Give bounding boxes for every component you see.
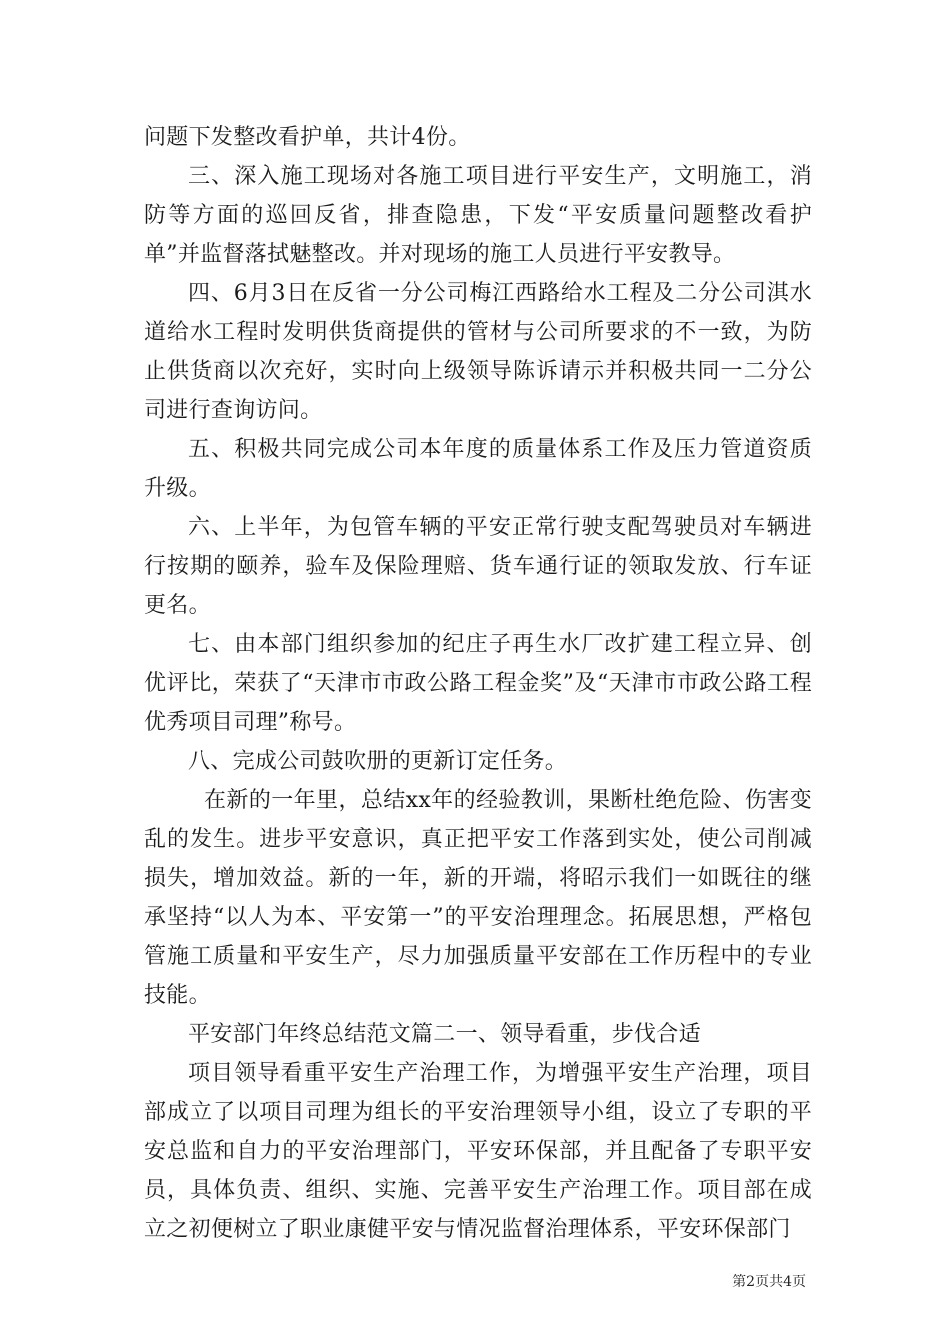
paragraph-item-6: 六、上半年，为包管车辆的平安正常行驶支配驾驶员对车辆进行按期的颐养，验车及保险理赔、货车通行证的领取发放、行车证更名。	[144, 515, 812, 618]
page-number: 第2页共4页	[732, 1274, 806, 1290]
paragraph-leadership: 项目领导看重平安生产治理工作，为增强平安生产治理，项目部成立了以项目司理为组长的平安治理领导小组，设立了专职的平安总监和自力的平安治理部门，平安环保部，并且配备了专职平安员，具体负责、组织、实施、完善平安生产治理工作。项目部在成立之初便树立了职业康健平安与情况监督治理体系，平安环保部门	[144, 1061, 812, 1242]
section-heading: 平安部门年终总结范文篇二一、领导看重，步伐合适	[188, 1022, 701, 1047]
paragraph-item-5: 五、积极共同完成公司本年度的质量体系工作及压力管道资质升级。	[144, 437, 812, 501]
paragraph-item-8: 八、完成公司鼓吹册的更新订定任务。	[188, 749, 568, 774]
paragraph-item-7: 七、由本部门组织参加的纪庄子再生水厂改扩建工程立异、创优评比，荣获了“天津市市政公路工程金奖”及“天津市市政公路工程优秀项目司理”称号。	[144, 632, 812, 735]
paragraph-summary: 在新的一年里，总结xx年的经验教训，果断杜绝危险、伤害变乱的发生。进步平安意识，真正把平安工作落到实处，使公司削减损失，增加效益。新的一年，新的开端，将昭示我们一如既往的继承坚持“以人为本、平安第一”的平安治理理念。拓展思想，严格包管施工质量和平安生产，尽力加强质量平安部在工作历程中的专业技能。	[144, 788, 812, 1008]
paragraph-item-4: 四、6月3日在反省一分公司梅江西路给水工程及二分公司淇水道给水工程时发明供货商提供的管材与公司所要求的不一致，为防止供货商以次充好，实时向上级领导陈诉请示并积极共同一二分公司进行查询访问。	[144, 281, 812, 423]
paragraph-continuation: 问题下发整改看护单，共计4份。	[144, 125, 471, 150]
document-body	[144, 118, 812, 1249]
paragraph-item-3: 三、深入施工现场对各施工项目进行平安生产，文明施工，消防等方面的巡回反省，排查隐患，下发“平安质量问题整改看护单”并监督落拭魅整改。并对现场的施工人员进行平安教导。	[144, 164, 812, 267]
